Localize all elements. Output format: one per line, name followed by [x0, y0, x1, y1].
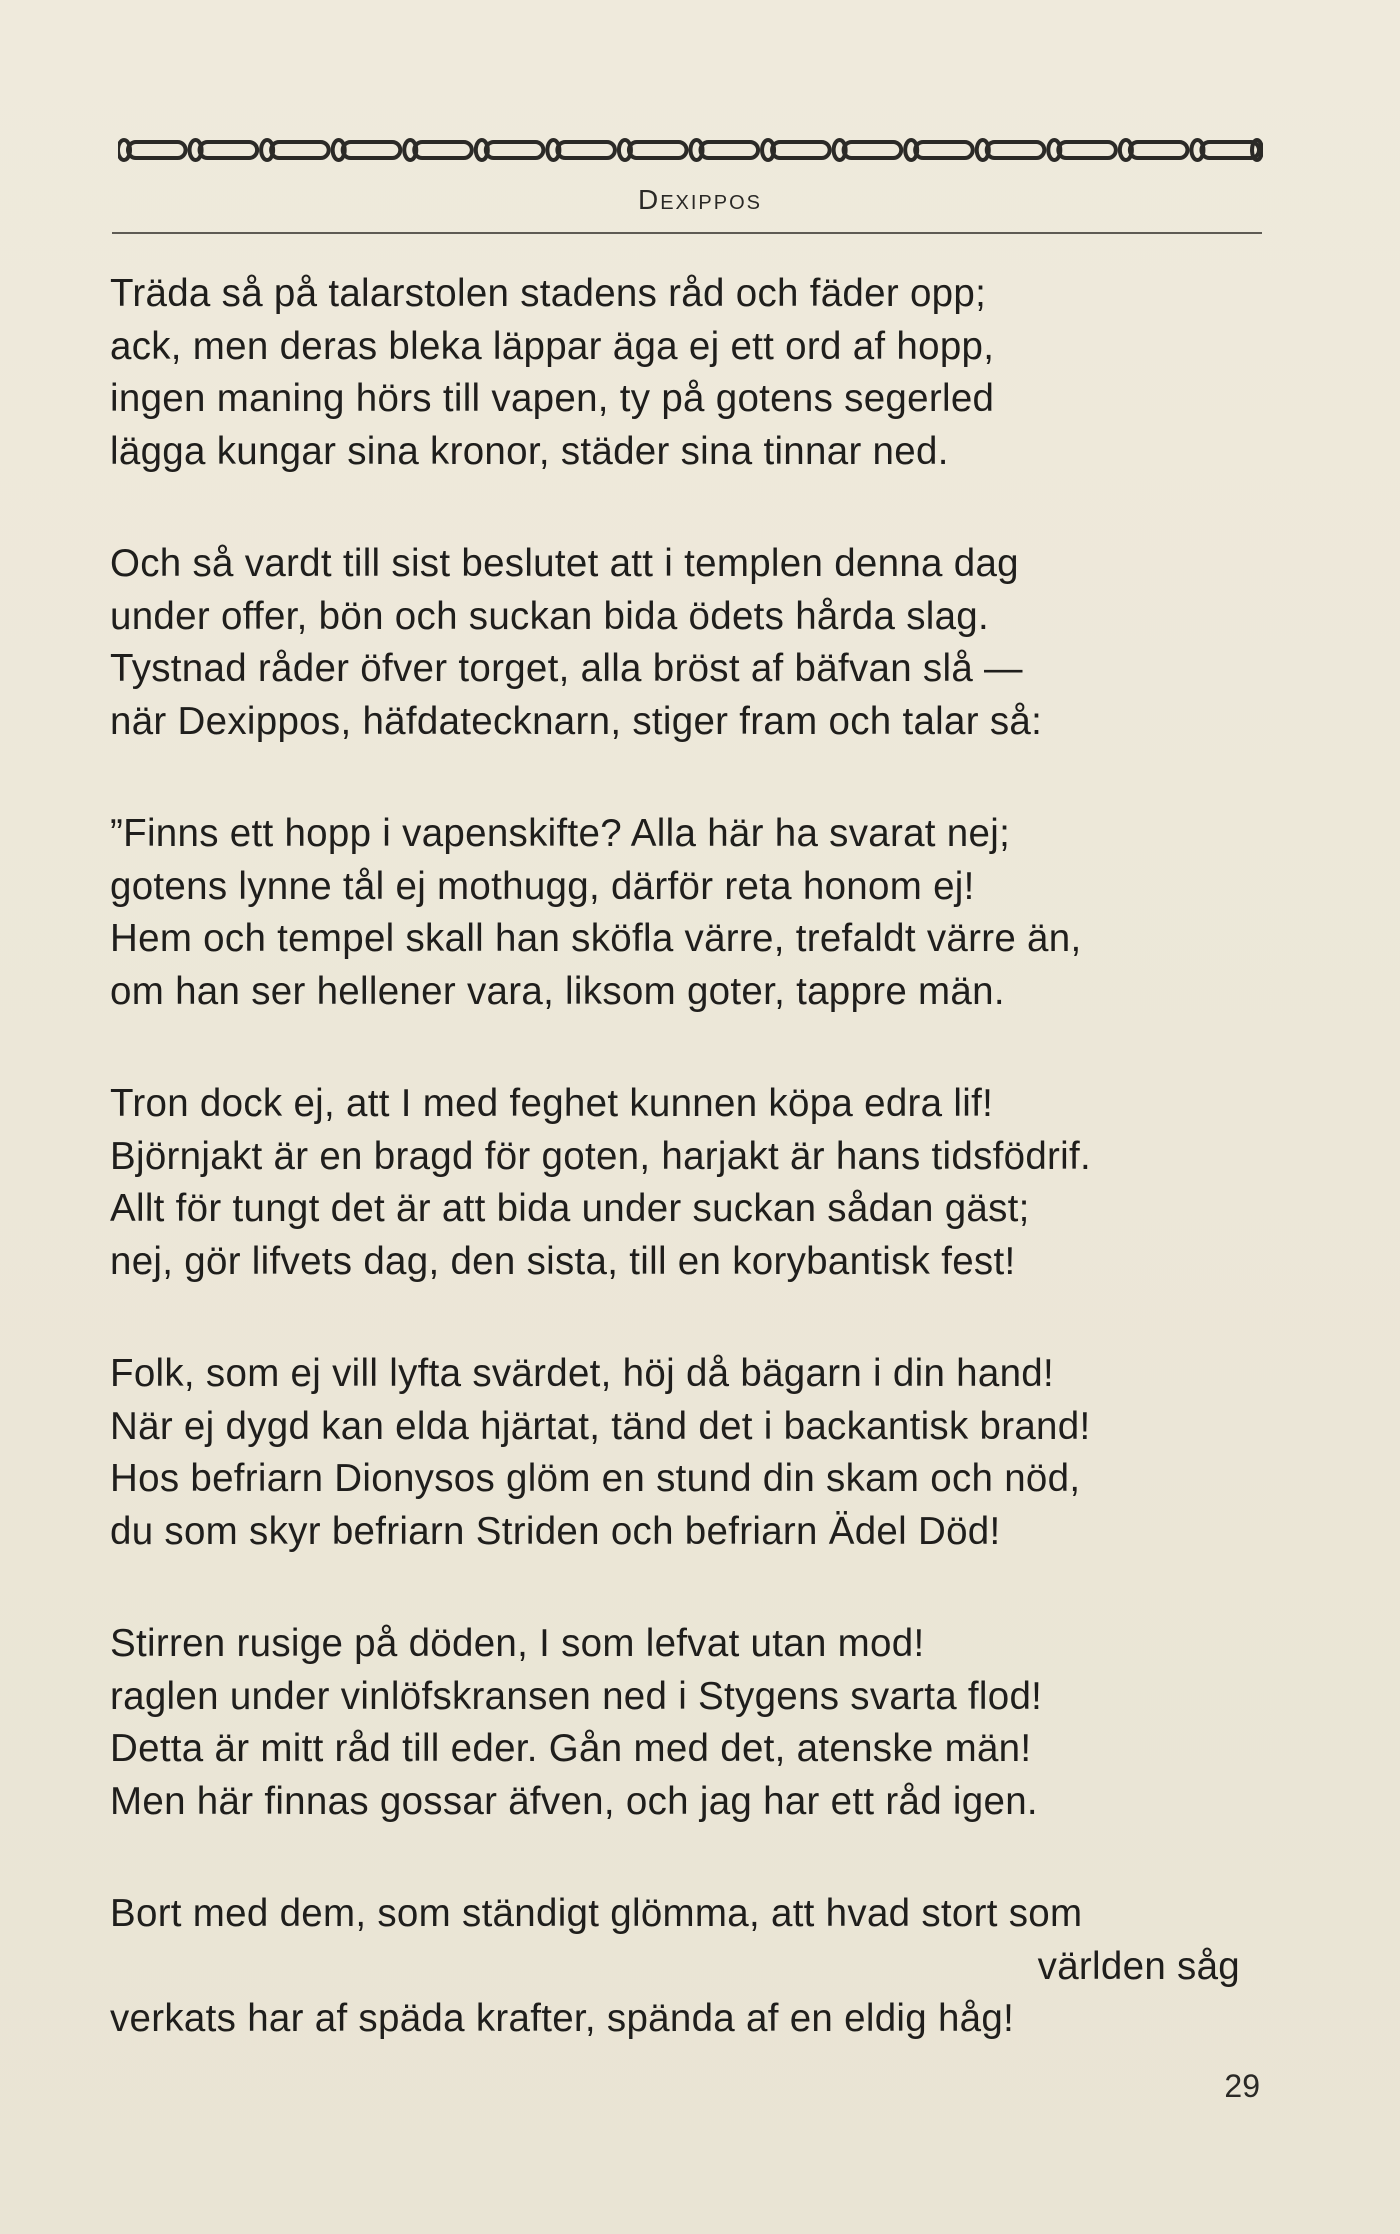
stanza-6 — [110, 1618, 1280, 1828]
verse-line: du som skyr befriarn Striden och befriarn Ädel Död! — [110, 1509, 1001, 1553]
verse-line: ”Finns ett hopp i vapenskifte? Alla här ha svarat nej; — [110, 812, 1011, 855]
verse-line: under offer, bön och suckan bida ödets hårda slag. — [110, 594, 990, 638]
stanza-1 — [110, 268, 1280, 478]
verse-line: Men här finnas gossar äfven, och jag har ett råd igen. — [110, 1779, 1038, 1823]
verse-line: ack, men deras bleka läppar äga ej ett ord af hopp, — [110, 324, 995, 368]
ornamental-chain-border — [118, 135, 1263, 165]
verse-line: när Dexippos, häfdatecknarn, stiger fram och talar så: — [110, 699, 1043, 743]
verse-line: lägga kungar sina kronor, städer sina tinnar ned. — [110, 429, 949, 473]
verse-line: Björnjakt är en bragd för goten, harjakt är hans tidsfödrif. — [110, 1134, 1092, 1178]
verse-line-turnover: världen såg — [1037, 1944, 1240, 1988]
stanza-4 — [110, 1078, 1280, 1288]
verse-line: Hem och tempel skall han sköfla värre, trefaldt värre än, — [110, 917, 1082, 960]
verse-line: Tystnad råder öfver torget, alla bröst af bäfvan slå — — [110, 647, 1023, 690]
verse-line: verkats har af späda krafter, spända af en eldig håg! — [110, 1997, 1015, 2040]
verse-line: nej, gör lifvets dag, den sista, till en korybantisk fest! — [110, 1239, 1016, 1283]
stanza-7 — [110, 1888, 1280, 2046]
stanza-3 — [110, 808, 1280, 1018]
verse-line: Detta är mitt råd till eder. Gån med det, atenske män! — [110, 1727, 1032, 1770]
verse-line: raglen under vinlöfskransen ned i Stygens svarta flod! — [110, 1674, 1043, 1718]
header-rule — [112, 232, 1262, 234]
verse-line: gotens lynne tål ej mothugg, därför reta honom ej! — [110, 864, 975, 908]
verse-line: Och så vardt till sist beslutet att i templen denna dag — [110, 542, 1019, 585]
verse-line: om han ser hellener vara, liksom goter, tappre män. — [110, 969, 1005, 1013]
verse-line: Tron dock ej, att I med feghet kunnen köpa edra lif! — [110, 1082, 994, 1125]
page-number: 29 — [1224, 2068, 1260, 2104]
verse-line: Stirren rusige på döden, I som lefvat utan mod! — [110, 1622, 925, 1665]
stanza-5 — [110, 1348, 1280, 1558]
verse-line: ingen maning hörs till vapen, ty på gotens segerled — [110, 377, 995, 420]
verse-line: Allt för tungt det är att bida under suckan sådan gäst; — [110, 1187, 1030, 1230]
verse-line: Folk, som ej vill lyfta svärdet, höj då bägarn i din hand! — [110, 1352, 1055, 1395]
verse-line: Träda så på talarstolen stadens råd och fäder opp; — [110, 272, 987, 315]
verse-line: När ej dygd kan elda hjärtat, tänd det i backantisk brand! — [110, 1404, 1091, 1448]
poem-body — [110, 268, 1280, 2106]
stanza-2 — [110, 538, 1280, 748]
verse-line: Hos befriarn Dionysos glöm en stund din skam och nöd, — [110, 1457, 1081, 1500]
running-head: Dexippos — [637, 184, 763, 215]
verse-line: Bort med dem, som ständigt glömma, att hvad stort som — [110, 1892, 1083, 1935]
